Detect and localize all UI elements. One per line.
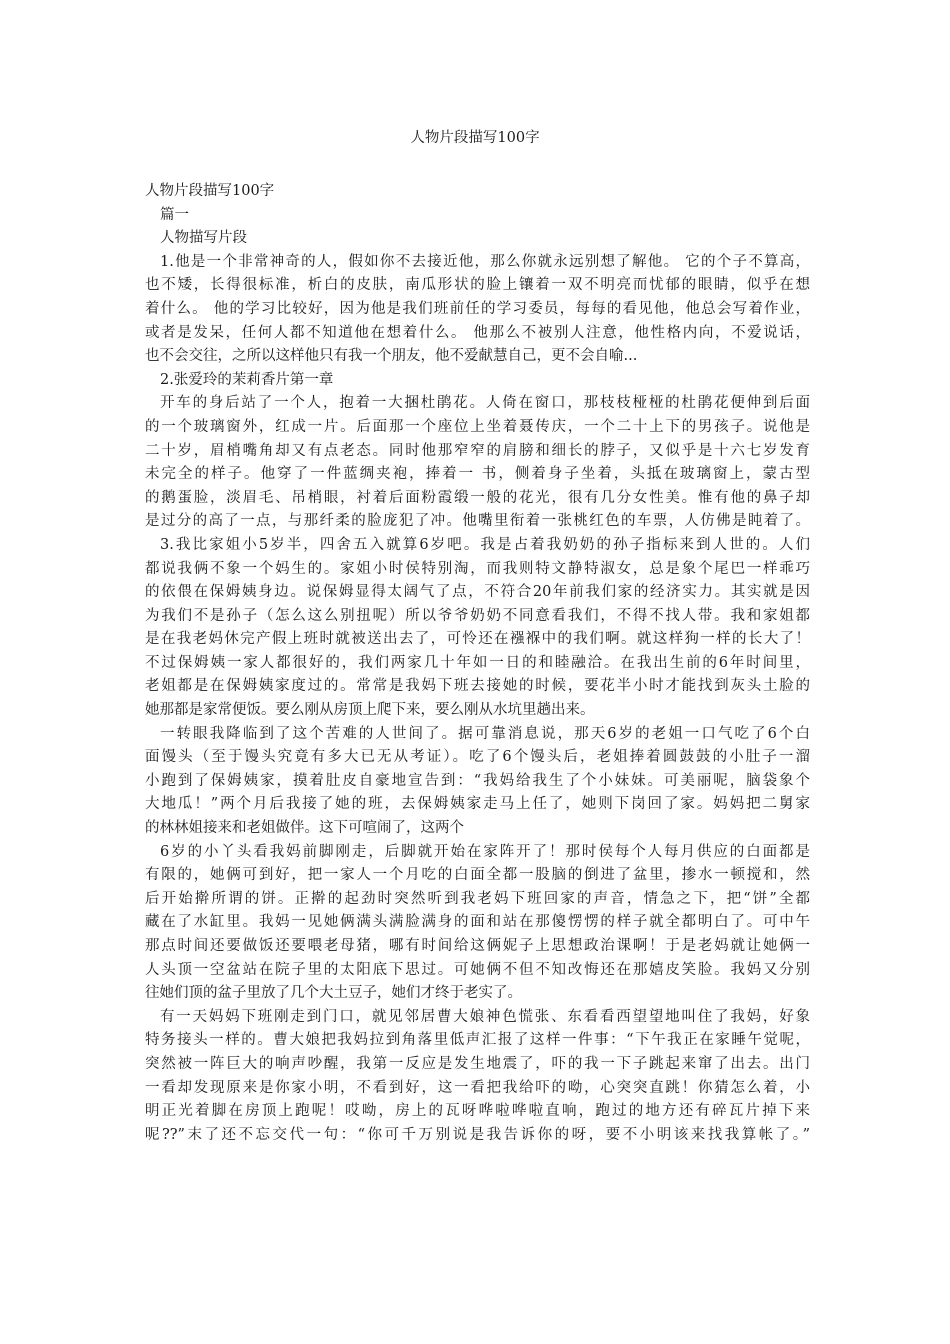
text-line: 是过分的高了一点，与那纤柔的脸庞犯了冲。他嘴里衔着一张桃红色的车票，人仿佛是盹着了。 bbox=[145, 513, 810, 530]
text-line: 一看却发现原来是你家小明，不看到好，这一看把我给吓的呦，心突突直跳！你猜怎么着，小 bbox=[145, 1079, 810, 1096]
text-line: 都说我俩不象一个妈生的。家姐小时侯特别淘，而我则特文静特淑女，总是象个尾巴一样乖巧 bbox=[145, 560, 810, 577]
text-line: 的林林姐接来和老姐做伴。这下可喧闹了，这两个 bbox=[145, 820, 464, 837]
text-line: 人物描写片段 bbox=[160, 230, 247, 247]
text-line: 有限的，她俩可到好，把一家人一个月吃的白面全都一股脑的倒进了盆里，掺水一顿搅和，然 bbox=[145, 867, 810, 884]
text-line: 往她们顶的盆子里放了几个大土豆子，她们才终于老实了。 bbox=[145, 985, 522, 1002]
text-line: 的鹅蛋脸，淡眉毛、吊梢眼，衬着后面粉霞缎一般的花光，很有几分女性美。惟有他的鼻子却 bbox=[145, 489, 810, 506]
text-line: 1.他是一个非常神奇的人，假如你不去接近他，那么你就永远别想了解他。 它的个子不算高， bbox=[160, 253, 810, 270]
text-line: 人物片段描写100字 bbox=[145, 183, 275, 199]
text-line: 一转眼我降临到了这个苦难的人世间了。据可靠消息说，那天6岁的老姐一口气吃了6个白 bbox=[160, 725, 810, 742]
text-line: 的依偎在保姆姨身边。说保姆显得太阔气了点，不符合20年前我们家的经济实力。其实就是因 bbox=[145, 584, 810, 601]
text-line: 是在我老妈休完产假上班时就被送出去了，可怜还在襁褓中的我们啊。就这样狗一样的长大了！ bbox=[145, 631, 810, 648]
text-line: 呢??”末了还不忘交代一句：“你可千万别说是我告诉你的呀，要不小明该来找我算帐了。” bbox=[145, 1126, 810, 1143]
document-body bbox=[145, 180, 810, 1147]
text-line: 面馒头（至于馒头究竟有多大已无从考证）。吃了6个馒头后，老姐捧着圆鼓鼓的小肚子一溜 bbox=[145, 749, 810, 766]
text-line: 后开始擀所谓的饼。正擀的起劲时突然听到我老妈下班回家的声音，情急之下，把“饼”全都 bbox=[145, 890, 810, 907]
text-line: 的一个玻璃窗外，红成一片。后面那一个座位上坐着聂传庆，一个二十上下的男孩子。说他是 bbox=[145, 418, 810, 435]
text-line: 6岁的小丫头看我妈前脚刚走，后脚就开始在家阵开了！那时侯每个人每月供应的白面都是 bbox=[160, 843, 810, 860]
text-line: 特务接头一样的。曹大娘把我妈拉到角落里低声汇报了这样一件事：“下午我正在家睡午觉呢， bbox=[145, 1032, 810, 1049]
text-line: 二十岁，眉梢嘴角却又有点老态。同时他那窄窄的肩膀和细长的脖子，又似乎是十六七岁发育 bbox=[145, 442, 810, 459]
text-line: 那点时间还要做饭还要喂老母猪，哪有时间给这俩妮子上思想政治课啊！于是老妈就让她俩一 bbox=[145, 938, 810, 954]
text-line: 2.张爱玲的茉莉香片第一章 bbox=[160, 371, 334, 388]
text-line: 为我们不是孙子（怎么这么别扭呢）所以爷爷奶奶不同意看我们，不得不找人带。我和家姐都 bbox=[145, 607, 810, 624]
text-line: 着什么。 他的学习比较好，因为他是我们班前任的学习委员，每每的看见他，他总会写着作业， bbox=[145, 300, 810, 317]
text-line: 小跑到了保姆姨家，摸着肚皮自豪地宣告到：“我妈给我生了个小妹妹。可美丽呢，脑袋象个 bbox=[145, 772, 810, 789]
text-line: 未完全的样子。他穿了一件蓝绸夹袍，捧着一 书，侧着身子坐着，头抵在玻璃窗上，蒙古型 bbox=[145, 466, 810, 483]
text-line: 藏在了水缸里。我妈一见她俩满头满脸满身的面和站在那傻愣愣的样子就全都明白了。可中午 bbox=[145, 914, 810, 931]
text-line: 或者是发呆，任何人都不知道他在想着什么。 他那么不被别人注意，他性格内向，不爱说话， bbox=[145, 324, 810, 341]
text-line: 也不矮，长得很标准，析白的皮肤，南瓜形状的脸上镶着一双不明亮而忧郁的眼睛，似乎在想 bbox=[145, 277, 810, 294]
text-line: 不过保姆姨一家人都很好的，我们两家几十年如一日的和睦融洽。在我出生前的6年时间里， bbox=[145, 654, 810, 671]
text-line: 她那都是家常便饭。要么刚从房顶上爬下来，要么刚从水坑里趟出来。 bbox=[145, 702, 595, 719]
text-line: 也不会交往，之所以这样他只有我一个朋友，他不爱献慧自己，更不会自喻... bbox=[145, 348, 638, 365]
text-line: 大地瓜！”两个月后我接了她的班，去保姆姨家走马上任了，她则下岗回了家。妈妈把二舅家 bbox=[145, 796, 810, 813]
text-line: 3.我比家姐小5岁半，四舍五入就算6岁吧。我是占着我奶奶的孙子指标来到人世的。人们 bbox=[160, 536, 810, 553]
text-line: 人头顶一空盆站在院子里的太阳底下思过。可她俩不但不知改悔还在那嬉皮笑脸。我妈又分别 bbox=[145, 961, 810, 978]
text-line: 开车的身后站了一个人，抱着一大捆杜鹃花。人倚在窗口，那枝枝桠桠的杜鹃花便伸到后面 bbox=[160, 395, 810, 412]
text-line: 篇一 bbox=[160, 206, 189, 223]
document-title: 人物片段描写100字 bbox=[410, 130, 540, 146]
text-line: 老姐都是在保姆姨家度过的。常常是我妈下班去接她的时候，要花半小时才能找到灰头土脸的 bbox=[145, 678, 810, 695]
text-line: 突然被一阵巨大的响声吵醒，我第一反应是发生地震了，吓的我一下子跳起来窜了出去。出门 bbox=[145, 1055, 810, 1072]
text-line: 有一天妈妈下班刚走到门口，就见邻居曹大娘神色慌张、东看看西望望地叫住了我妈，好象 bbox=[160, 1008, 810, 1025]
text-line: 明正光着脚在房顶上跑呢！哎呦，房上的瓦呀哗啦哗啦直响，跑过的地方还有碎瓦片掉下来 bbox=[145, 1103, 810, 1120]
